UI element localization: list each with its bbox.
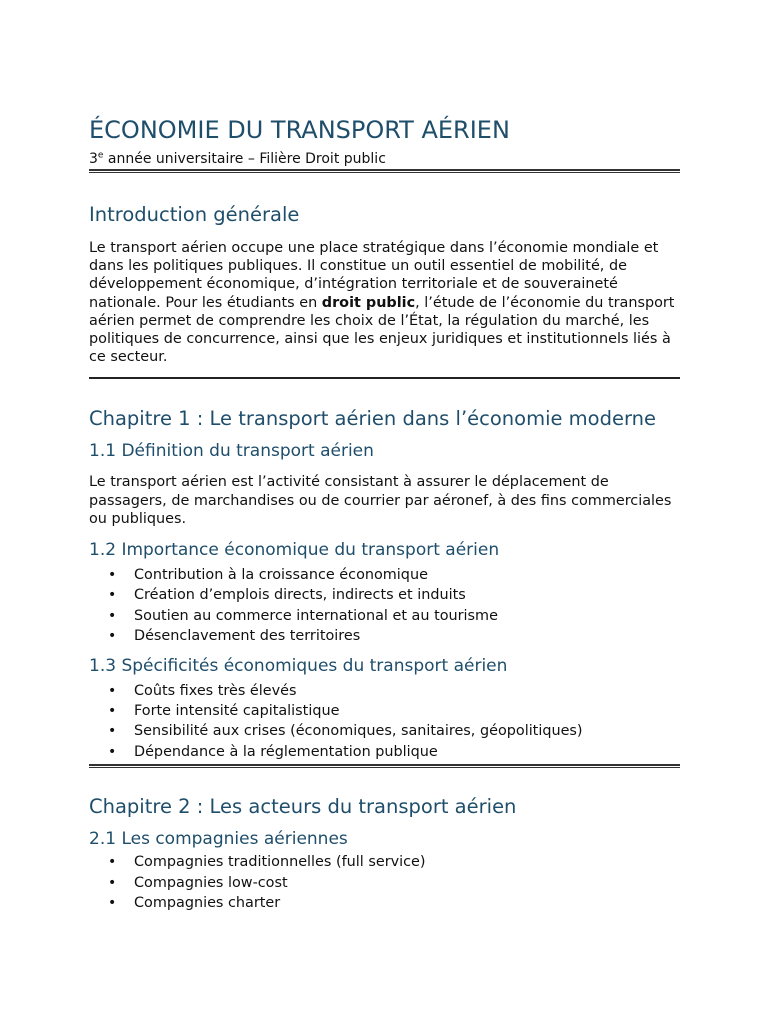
section-1-3-list (89, 681, 680, 763)
list-item: • Désenclavement des territoires (89, 626, 680, 646)
section-1-2-heading: 1.2 Importance économique du transport aérien (89, 540, 500, 561)
subtitle-ordinal-suffix: e (97, 150, 104, 161)
section-1-3-heading: 1.3 Spécificités économiques du transport aérien (89, 655, 508, 676)
list-item: • Dépendance à la réglementation publique (89, 742, 680, 762)
chapter1-divider (89, 764, 680, 768)
title-divider (89, 169, 680, 173)
intro-bold-term: droit public (321, 294, 416, 311)
list-item: • Coûts fixes très élevés (89, 681, 680, 701)
chapter1-heading: Chapitre 1 : Le transport aérien dans l’économie moderne (89, 407, 657, 431)
section-1-2-list (89, 565, 680, 647)
list-item: • Sensibilité aux crises (économiques, sanitaires, géopolitiques) (89, 721, 680, 741)
section-2-1-heading: 2.1 Les compagnies aériennes (89, 829, 348, 850)
document-subtitle (89, 150, 680, 168)
section-1-1-paragraph: Le transport aérien est l’activité consistant à assurer le déplacement de passagers, de marchandises ou de courrier par aéronef, à des fins commerciales ou publiques. (89, 474, 672, 527)
list-item: • Compagnies low-cost (89, 873, 680, 893)
list-item: • Création d’emplois directs, indirects et induits (89, 585, 680, 605)
intro-paragraph: Le transport aérien occupe une place stratégique dans l’économie mondiale et dans les politiques publiques. Il constitue un outil essentiel de mobilité, de développement économique, d’intégration territoriale et de souveraineté nationale. Pour les étudiants en droit public, l’étude de l’économie du transport aérien permet de comprendre les choix de l’État, la régulation du marché, les politiques de concurrence, ainsi que les enjeux juridiques et institutionnels liés à ce secteur. (89, 240, 675, 366)
document-title: ÉCONOMIE DU TRANSPORT AÉRIEN (89, 116, 510, 144)
list-item: • Soutien au commerce international et au tourisme (89, 606, 680, 626)
chapter2-heading: Chapitre 2 : Les acteurs du transport aérien (89, 795, 517, 819)
subtitle-text: année universitaire – Filière Droit public (103, 151, 386, 167)
section-1-1-heading: 1.1 Définition du transport aérien (89, 441, 374, 462)
intro-divider (89, 377, 680, 379)
list-item: • Contribution à la croissance économique (89, 565, 680, 585)
section-2-1-list (89, 852, 680, 913)
subtitle-ordinal: 3 (89, 151, 98, 167)
document-content (89, 114, 680, 914)
list-item: • Compagnies traditionnelles (full service) (89, 852, 680, 872)
list-item: • Forte intensité capitalistique (89, 701, 680, 721)
intro-heading: Introduction générale (89, 203, 300, 226)
list-item: • Compagnies charter (89, 893, 680, 913)
